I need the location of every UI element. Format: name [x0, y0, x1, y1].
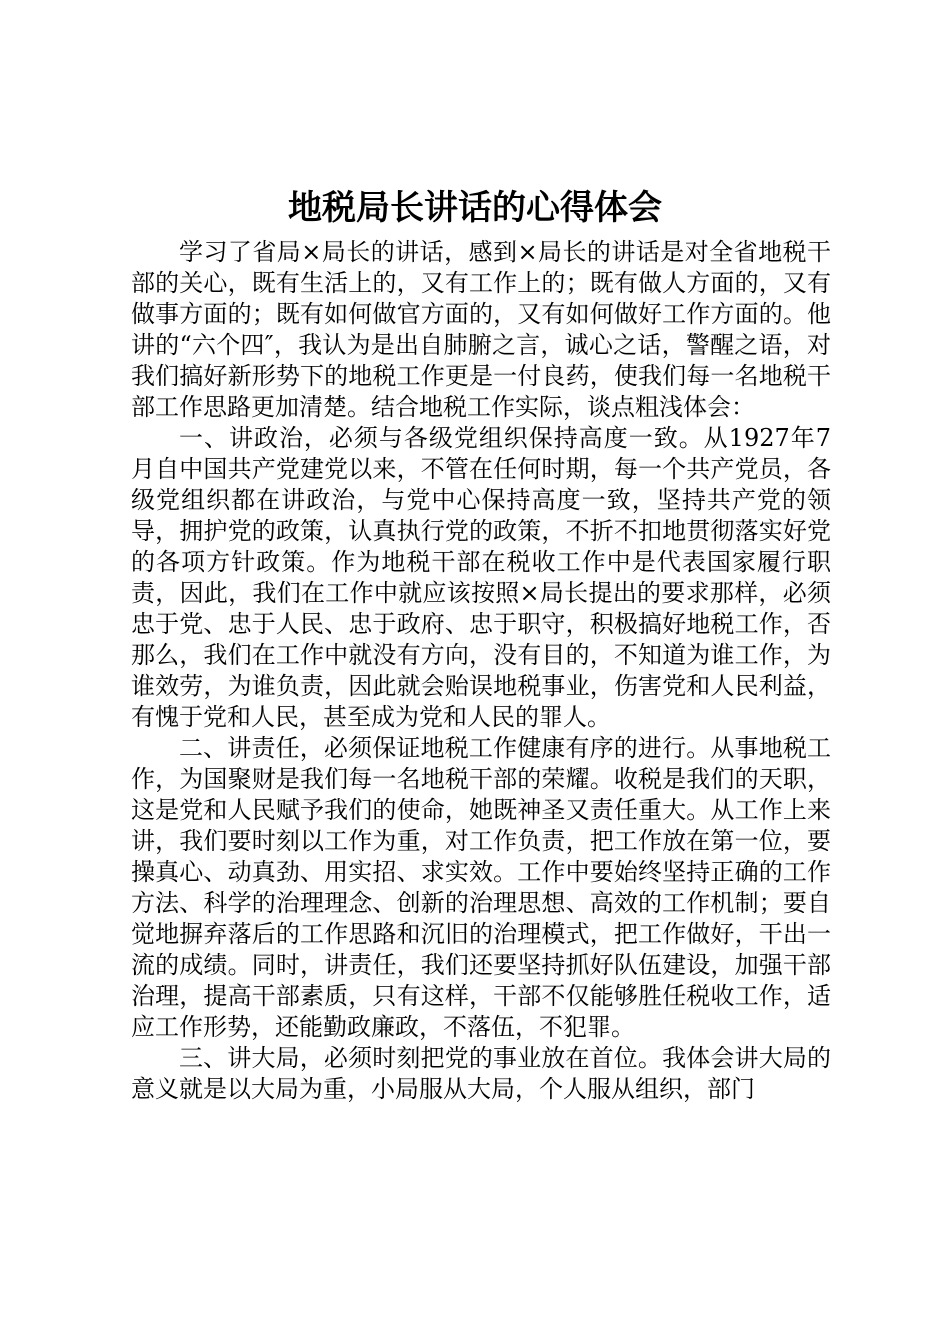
- paragraph-intro: 学习了省局×局长的讲话，感到×局长的讲话是对全省地税干部的关心，既有生活上的，又有工作上的；既有做人方面的，又有做事方面的；既有如何做官方面的，又有如何做好工作方面的。他讲的“六个四″，我认为是出自肺腑之言，诚心之话，警醒之语，对我们搞好新形势下的地税工作更是一付良药，使我们每一名地税干部工作思路更加清楚。结合地税工作实际，谈点粗浅体会：: [131, 238, 831, 421]
- paragraph-responsibility: 二、讲责任，必须保证地税工作健康有序的进行。从事地税工作，为国聚财是我们每一名地税干部的荣耀。收税是我们的天职，这是党和人民赋予我们的使命，她既神圣又责任重大。从工作上来讲，我们要时刻以工作为重，对工作负责，把工作放在第一位，要操真心、动真劲、用实招、求实效。工作中要始终坚持正确的工作方法、科学的治理理念、创新的治理思想、高效的工作机制；要自觉地摒弃落后的工作思路和沉旧的治理模式，把工作做好，干出一流的成绩。同时，讲责任，我们还要坚持抓好队伍建设，加强干部治理，提高干部素质，只有这样，干部不仅能够胜任税收工作，适应工作形势，还能勤政廉政，不落伍，不犯罪。: [131, 734, 831, 1041]
- document-title: 地税局长讲话的心得体会: [288, 188, 662, 228]
- paragraph-politics: 一、讲政治，必须与各级党组织保持高度一致。从1927年7月自中国共产党建党以来，不管在任何时期，每一个共产党员，各级党组织都在讲政治，与党中心保持高度一致，坚持共产党的领导，拥护党的政策，认真执行党的政策，不折不扣地贯彻落实好党的各项方针政策。作为地税干部在税收工作中是代表国家履行职责，因此，我们在工作中就应该按照×局长提出的要求那样，必须忠于党、忠于人民、忠于政府、忠于职守，积极搞好地税工作，否那么，我们在工作中就没有方向，没有目的，不知道为谁工作，为谁效劳，为谁负责，因此就会贻误地税事业，伤害党和人民利益，有愧于党和人民，甚至成为党和人民的罪人。: [131, 424, 831, 731]
- paragraph-overall-situation: 三、讲大局，必须时刻把党的事业放在首位。我体会讲大局的意义就是以大局为重，小局服从大局，个人服从组织，部门: [131, 1044, 831, 1103]
- document-body: [131, 237, 831, 1105]
